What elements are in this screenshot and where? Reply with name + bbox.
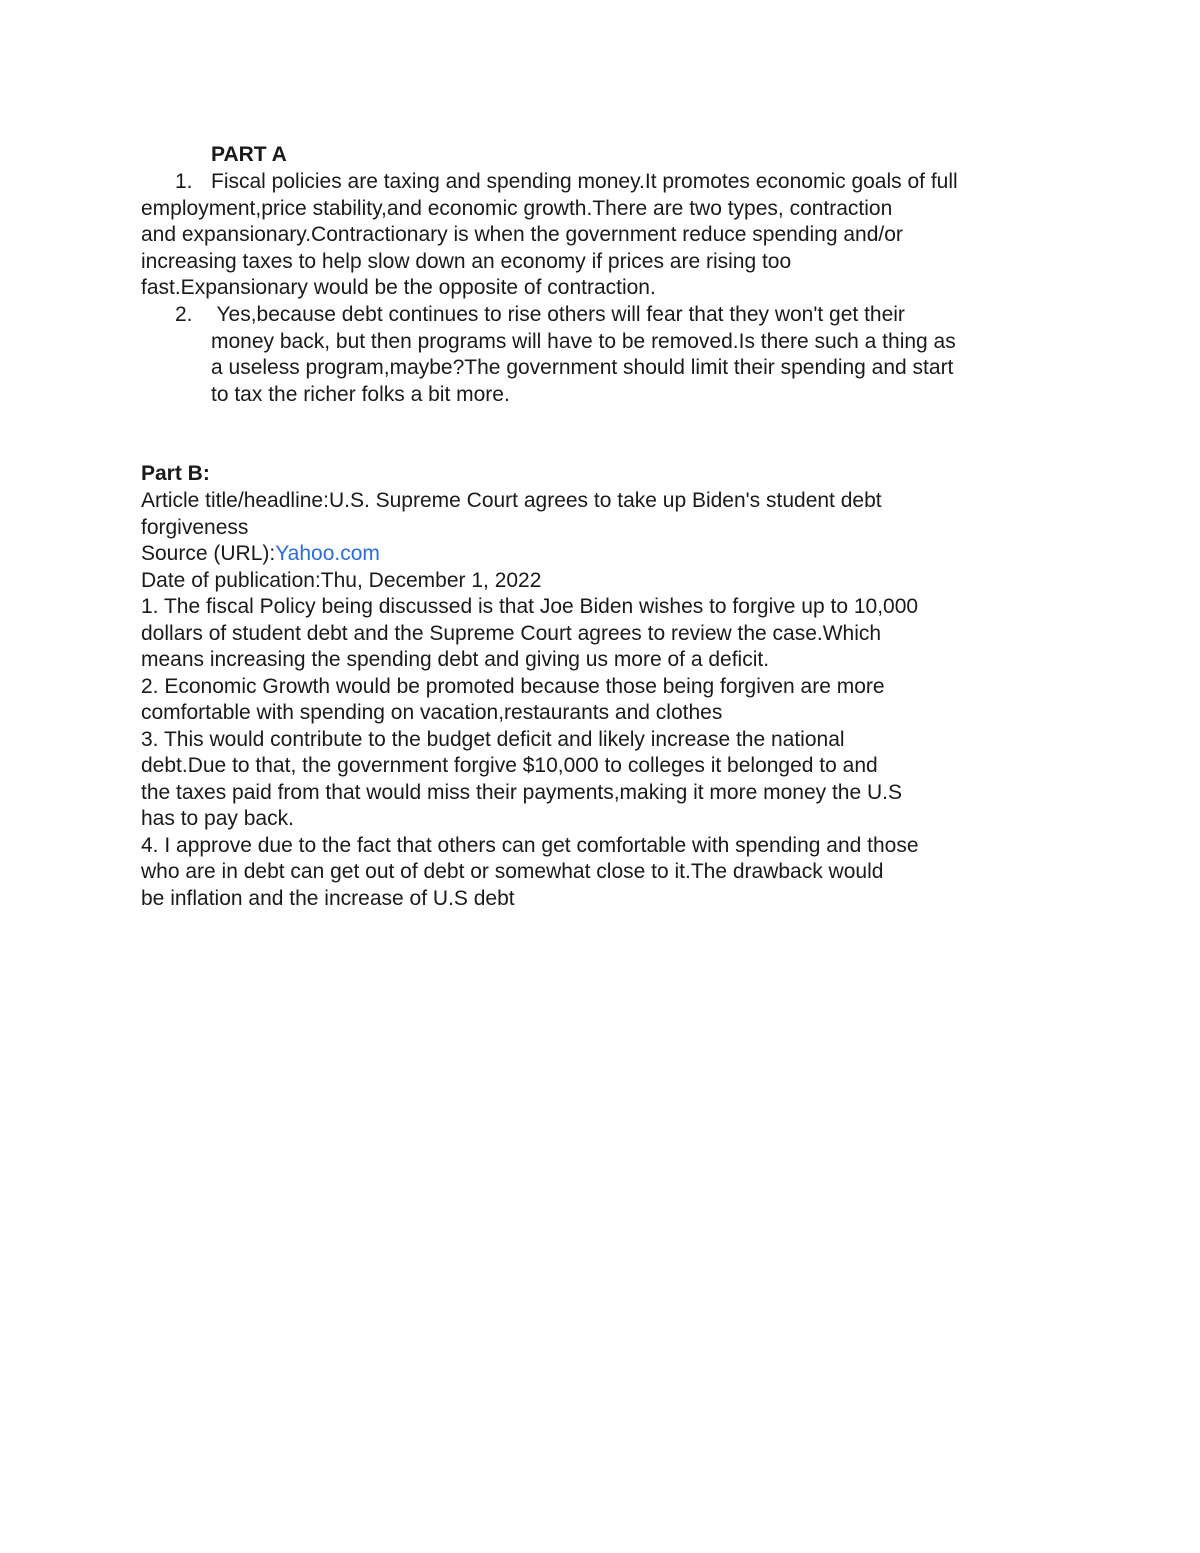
answer-line: the taxes paid from that would miss their payments,making it more money the U.S bbox=[141, 781, 902, 804]
item-2-line: a useless program,maybe?The government should limit their spending and start bbox=[211, 356, 954, 379]
answer-line: comfortable with spending on vacation,restaurants and clothes bbox=[141, 701, 723, 724]
item-1-line: Fiscal policies are taxing and spending money.It promotes economic goals of full bbox=[211, 170, 958, 193]
date-value: Thu, December 1, 2022 bbox=[320, 569, 542, 592]
answer-line: 3. This would contribute to the budget deficit and likely increase the national bbox=[141, 728, 845, 751]
answer-line: dollars of student debt and the Supreme Court agrees to review the case.Which bbox=[141, 622, 882, 645]
answer-line: who are in debt can get out of debt or somewhat close to it.The drawback would bbox=[141, 860, 884, 883]
item-1-line: employment,price stability,and economic growth.There are two types, contraction bbox=[141, 197, 893, 220]
item-2-line: to tax the richer folks a bit more. bbox=[211, 383, 510, 406]
answer-line: 4. I approve due to the fact that others can get comfortable with spending and those bbox=[141, 834, 919, 857]
item-1-number: 1. bbox=[175, 170, 193, 193]
part-b-heading: Part B: bbox=[141, 462, 210, 485]
item-1-line: increasing taxes to help slow down an economy if prices are rising too bbox=[141, 250, 792, 273]
item-1-line: and expansionary.Contractionary is when the government reduce spending and/or bbox=[141, 223, 903, 246]
answer-line: be inflation and the increase of U.S debt bbox=[141, 887, 515, 910]
answer-line: 2. Economic Growth would be promoted because those being forgiven are more bbox=[141, 675, 885, 698]
answer-line: means increasing the spending debt and giving us more of a deficit. bbox=[141, 648, 770, 671]
item-1-line: fast.Expansionary would be the opposite of contraction. bbox=[141, 276, 656, 299]
article-title-value: U.S. Supreme Court agrees to take up Biden's student debt bbox=[328, 489, 882, 512]
part-a-heading: PART A bbox=[211, 143, 287, 166]
date-label: Date of publication: bbox=[141, 569, 321, 592]
date-line bbox=[141, 567, 541, 594]
answer-line: has to pay back. bbox=[141, 807, 294, 830]
item-2-line: Yes,because debt continues to rise others will fear that they won't get their bbox=[211, 303, 905, 326]
source-line bbox=[141, 540, 380, 567]
article-title-line bbox=[141, 487, 882, 514]
source-link[interactable]: Yahoo.com bbox=[275, 542, 380, 565]
item-2-line: money back, but then programs will have to be removed.Is there such a thing as bbox=[211, 330, 956, 353]
answer-line: debt.Due to that, the government forgive $10,000 to colleges it belonged to and bbox=[141, 754, 878, 777]
article-title-continuation: forgiveness bbox=[141, 516, 249, 539]
source-label: Source (URL): bbox=[141, 542, 276, 565]
answer-line: 1. The fiscal Policy being discussed is that Joe Biden wishes to forgive up to 10,000 bbox=[141, 595, 919, 618]
article-title-label: Article title/headline: bbox=[141, 489, 329, 512]
item-2-number: 2. bbox=[175, 303, 193, 326]
